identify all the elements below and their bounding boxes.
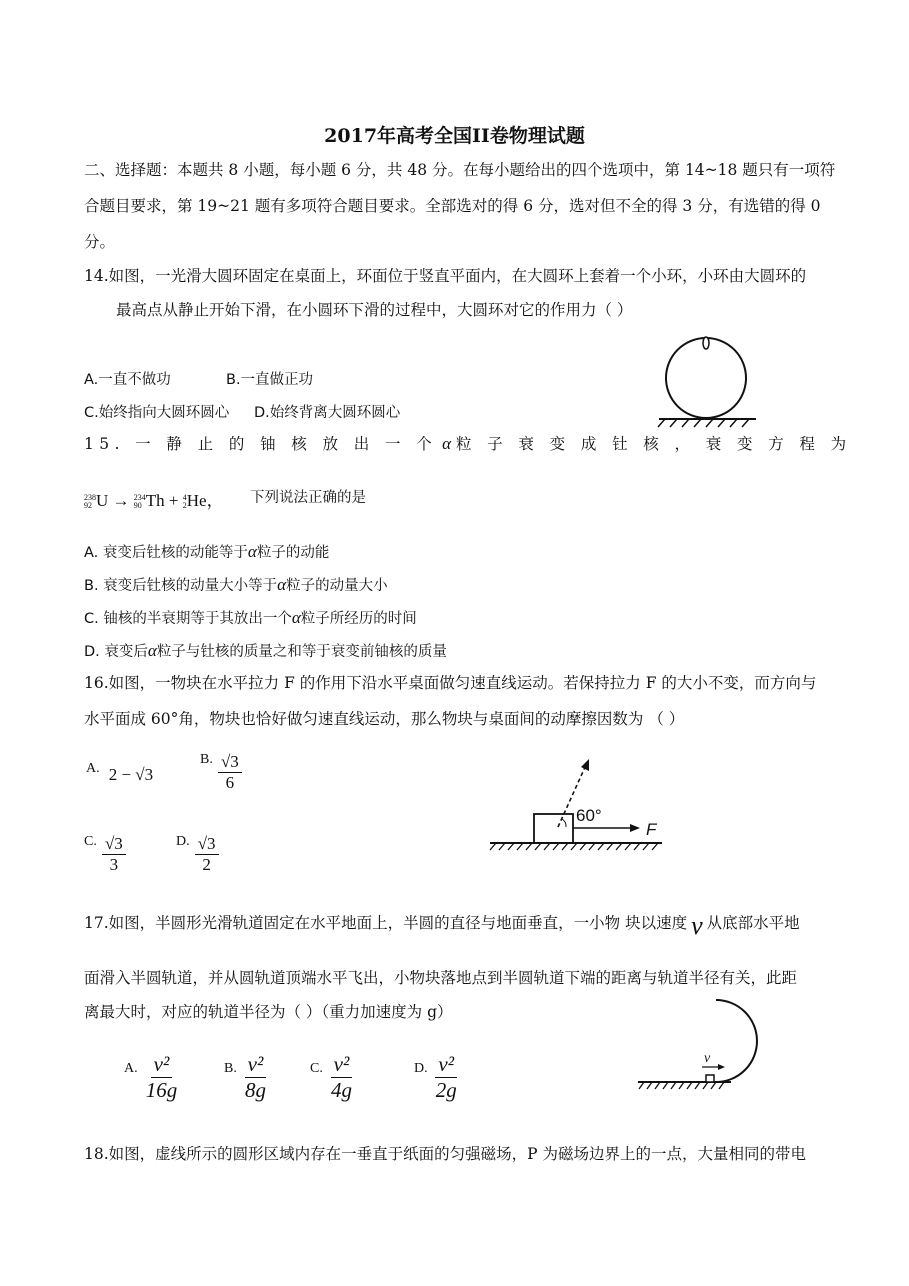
q16-option-c-label: C. bbox=[84, 834, 97, 849]
q15-option-c-text-1: C. 铀核的半衰期等于其放出一个 bbox=[84, 611, 292, 627]
q14-stem-line-2: 最高点从静止开始下滑，在小圆环下滑的过程中，大圆环对它的作用力（ ） bbox=[116, 301, 633, 319]
decay-equation bbox=[84, 486, 224, 511]
q16-option-d-numerator: √3 bbox=[195, 834, 219, 855]
q16-stem-line-2: 水平面成 60°角，物块也恰好做匀速直线运动，那么物块与桌面间的动摩擦因数为 （ ） bbox=[84, 710, 685, 728]
u-mass-number: 238 bbox=[84, 493, 96, 503]
q17-stem-text-a: 17.如图，半圆形光滑轨道固定在水平地面上，半圆的直径与地面垂直，一小物 块以速度 bbox=[84, 914, 688, 932]
angle-label: 60° bbox=[576, 806, 602, 825]
u-symbol: U bbox=[96, 491, 109, 510]
page-title: 2017年高考全国II卷物理试题 bbox=[324, 125, 585, 147]
q14-option-c: C.始终指向大圆环圆心 bbox=[84, 405, 230, 421]
small-block bbox=[706, 1075, 714, 1082]
q17-stem-line-3: 离最大时，对应的轨道半径为（ ）（重力加速度为 g） bbox=[84, 1003, 453, 1021]
th-atomic-number: 90 bbox=[133, 501, 142, 511]
small-ring bbox=[703, 337, 709, 349]
q14-option-d: D.始终背离大圆环圆心 bbox=[254, 405, 401, 421]
q15-option-d-text-1: D. 衰变后 bbox=[84, 644, 148, 660]
q17-option-a-fraction bbox=[143, 1052, 181, 1103]
q17-option-d-denominator: 2g bbox=[435, 1078, 457, 1102]
reaction-arrow: → bbox=[112, 491, 130, 510]
q16-option-d-fraction bbox=[195, 834, 219, 875]
q15-option-b bbox=[84, 574, 388, 595]
q17-option-b-label: B. bbox=[224, 1061, 237, 1076]
q17-option-b bbox=[224, 1052, 269, 1103]
inclined-force-arrowhead bbox=[581, 759, 589, 771]
q14-stem-line-1: 14.如图，一光滑大圆环固定在桌面上，环面位于竖直平面内，在大圆环上套着一个小环，小环由大圆环的 bbox=[84, 267, 807, 285]
q14-ring-figure bbox=[655, 335, 765, 430]
q16-option-d-label: D. bbox=[176, 834, 190, 849]
section-instructions-line-2: 合题目要求，第 19~21 题有多项符合题目要求。全部选对的得 6 分，选对但不全的得 3 分，有选错的得 0 bbox=[84, 197, 821, 215]
he-atomic-number: 2 bbox=[182, 501, 187, 511]
q15-option-a bbox=[84, 541, 329, 562]
q16-option-c-denominator: 3 bbox=[109, 855, 119, 874]
q16-option-b-numerator: √3 bbox=[218, 752, 242, 773]
q15-option-b-text-2: 粒子的动量大小 bbox=[286, 578, 388, 594]
equation-comma: ， bbox=[206, 491, 224, 510]
q17-stem-text-b: 从底部水平地 bbox=[706, 914, 800, 932]
th-nuclide-indices bbox=[134, 494, 146, 510]
th-mass-number: 234 bbox=[133, 493, 146, 503]
q16-option-b-label: B. bbox=[200, 752, 213, 767]
q16-option-c-numerator: √3 bbox=[102, 834, 126, 855]
q15-option-b-text-1: B. 衰变后钍核的动量大小等于 bbox=[84, 578, 278, 594]
q17-option-c-label: C. bbox=[310, 1061, 323, 1076]
section-instructions-line-3: 分。 bbox=[84, 233, 116, 251]
q17-option-b-fraction bbox=[242, 1052, 269, 1103]
q17-track-figure bbox=[636, 995, 776, 1095]
q16-option-b-denominator: 6 bbox=[225, 773, 235, 792]
q16-option-a-value: 2 − √3 bbox=[108, 765, 154, 784]
force-label: F bbox=[646, 820, 657, 839]
q16-option-b bbox=[200, 752, 242, 793]
q15-option-d-text-2: 粒子与钍核的质量之和等于衰变前铀核的质量 bbox=[156, 644, 447, 660]
velocity-arrowhead bbox=[718, 1064, 725, 1070]
q16-option-a-label: A. bbox=[86, 761, 100, 776]
table-hatching bbox=[658, 419, 749, 427]
q17-option-d-numerator: v² bbox=[435, 1052, 457, 1078]
q15-stem-text-a: 15. 一 静 止 的 铀 核 放 出 一 个 bbox=[84, 435, 438, 453]
velocity-label: v bbox=[704, 1051, 711, 1066]
semicircle-track bbox=[716, 1000, 757, 1082]
horizontal-force-arrowhead bbox=[630, 824, 640, 832]
section-instructions-line-1: 二、选择题：本题共 8 小题，每小题 6 分，共 48 分。在每小题给出的四个选项中，第 14~18 题只有一项符 bbox=[84, 161, 836, 179]
q14-option-a: A.一直不做功 bbox=[84, 372, 171, 388]
u-atomic-number: 92 bbox=[84, 501, 92, 511]
table-hatching bbox=[490, 843, 658, 850]
q17-option-d bbox=[414, 1052, 460, 1103]
alpha-symbol: α bbox=[147, 641, 157, 660]
alpha-symbol: α bbox=[247, 542, 257, 561]
velocity-symbol: v bbox=[691, 911, 703, 940]
q18-stem-line-1: 18.如图，虚线所示的圆形区域内存在一垂直于纸面的匀强磁场，P 为磁场边界上的一点，大量相同的带电 bbox=[84, 1145, 807, 1163]
q17-stem-line-1 bbox=[84, 910, 800, 940]
q17-option-b-numerator: v² bbox=[245, 1052, 267, 1078]
q16-option-d-denominator: 2 bbox=[202, 855, 211, 874]
q16-stem-line-1: 16.如图，一物块在水平拉力 F 的作用下沿水平桌面做匀速直线运动。若保持拉力 F 的大小不变，而方向与 bbox=[84, 674, 817, 692]
q17-option-c-fraction bbox=[328, 1052, 355, 1103]
q15-stem-text-b: 粒 子 衰 变 成 钍 核 ， 衰 变 方 程 为 bbox=[455, 435, 852, 453]
q16-option-b-fraction bbox=[218, 752, 242, 793]
alpha-symbol: α bbox=[291, 608, 301, 627]
q17-option-d-label: D. bbox=[414, 1061, 428, 1076]
q17-option-d-fraction bbox=[433, 1052, 460, 1103]
q16-option-c-fraction bbox=[102, 834, 126, 875]
q17-option-c-denominator: 4g bbox=[330, 1078, 352, 1102]
q15-stem-line-1 bbox=[84, 434, 852, 454]
q17-option-c-numerator: v² bbox=[331, 1052, 353, 1078]
q15-option-a-text-1: A. 衰变后钍核的动能等于 bbox=[84, 545, 248, 561]
q17-option-a-label: A. bbox=[124, 1061, 138, 1076]
large-ring bbox=[666, 338, 746, 418]
q15-option-c bbox=[84, 607, 417, 628]
he-mass-number: 4 bbox=[182, 493, 187, 503]
q17-option-c bbox=[310, 1052, 355, 1103]
q17-option-a bbox=[124, 1052, 180, 1103]
he-symbol: He bbox=[186, 491, 207, 510]
ground-hatching bbox=[639, 1082, 724, 1089]
q17-stem-line-2: 面滑入半圆轨道，并从圆轨道顶端水平飞出，小物块落地点到半圆轨道下端的距离与轨道半径有关，此距 bbox=[84, 969, 798, 987]
q14-option-b: B.一直做正功 bbox=[226, 372, 314, 388]
q16-option-d bbox=[176, 834, 219, 875]
q17-option-a-numerator: v² bbox=[151, 1052, 173, 1078]
alpha-symbol: α bbox=[442, 434, 451, 453]
plus-sign: + bbox=[168, 491, 179, 510]
u-nuclide-indices bbox=[84, 494, 96, 510]
q17-option-a-denominator: 16g bbox=[145, 1078, 178, 1102]
alpha-symbol: α bbox=[277, 575, 287, 594]
q16-block-figure bbox=[488, 755, 668, 855]
q15-stem-line-2: 下列说法正确的是 bbox=[250, 490, 366, 506]
q17-option-b-denominator: 8g bbox=[244, 1078, 266, 1102]
q15-option-a-text-2: 粒子的动能 bbox=[256, 545, 330, 561]
q16-option-a bbox=[86, 757, 154, 784]
block bbox=[534, 814, 573, 843]
th-symbol: Th bbox=[145, 491, 165, 510]
q15-option-d bbox=[84, 640, 447, 661]
q15-option-c-text-2: 粒子所经历的时间 bbox=[300, 611, 417, 627]
q16-option-c bbox=[84, 834, 126, 875]
